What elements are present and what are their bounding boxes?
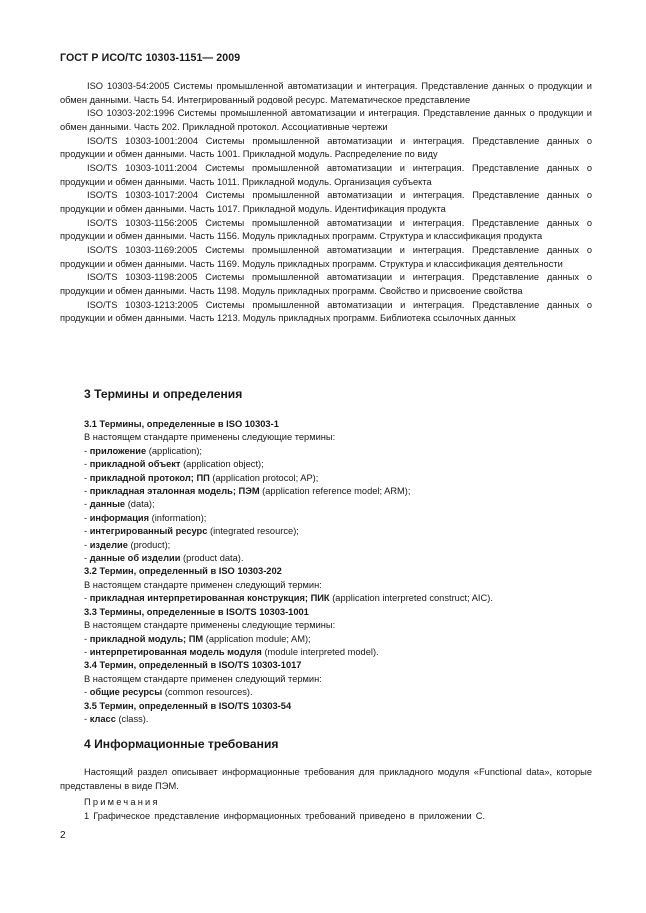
term-def: (application object);: [180, 459, 264, 470]
term-def: (module interpreted model).: [261, 646, 379, 657]
subsection-heading: 3.3 Термины, определенные в ISO/TS 10303-1001: [84, 606, 309, 617]
term-name: интерпретированная модель модуля: [89, 646, 262, 657]
reference-item: ISO/TS 10303-1169:2005 Системы промышленной автоматизации и интеграция. Представление данных о продукции и обмен данными. Часть 1169. Модуль прикладных программ. Структура и классификация деятельности: [60, 244, 592, 269]
reference-item: ISO 10303-54:2005 Системы промышленной автоматизации и интеграция. Представление данных о продукции и обмен данными. Часть 54. Интегрированный родовой ресурс. Математическое представление: [60, 81, 592, 105]
subsection-heading: 3.1 Термины, определенные в ISO 10303-1: [84, 419, 279, 429]
reference-item: ISO/TS 10303-1213:2005 Системы промышленной автоматизации и интеграция. Представление данных о продукции и обмен данными. Часть 1213. Модуль прикладных программ. Библиотека ссылочных данных: [60, 299, 592, 324]
notes-heading: Примечания: [84, 797, 160, 807]
term-def: (application module; AM);: [203, 633, 311, 644]
term-def: (application interpreted construct; AIC).: [329, 593, 493, 604]
page-number: 2: [60, 830, 66, 841]
reference-item: ISO/TS 10303-1156:2005 Системы промышленной автоматизации и интеграция. Представление данных о продукции и обмен данными. Часть 1156. Модуль прикладных программ. Структура и классификация продукта: [60, 217, 592, 242]
term-item: - информация (information);: [84, 512, 207, 523]
term-def: (common resources).: [162, 687, 253, 698]
subsection-heading: 3.5 Термин, определенный в ISO/TS 10303-54: [84, 700, 292, 711]
term-item: - прикладной объект (application object);: [84, 459, 264, 470]
term-item: - прикладной протокол; ПП (application protocol; AP);: [84, 472, 319, 483]
term-name: прикладной протокол; ПП: [89, 472, 210, 483]
term-name: прикладная эталонная модель; ПЭМ: [89, 486, 260, 497]
term-item: - прикладной модуль; ПМ (application module; AM);: [84, 633, 311, 644]
term-def: (data);: [125, 499, 155, 510]
term-item: - интегрированный ресурс (integrated resource);: [84, 526, 299, 537]
subsection-intro: В настоящем стандарте применен следующий термин:: [84, 673, 322, 684]
subsection-heading: 3.2 Термин, определенный в ISO 10303-202: [84, 566, 282, 577]
term-def: (class).: [115, 713, 149, 724]
subsection-intro: В настоящем стандарте применены следующие термины:: [84, 620, 336, 631]
term-def: (application protocol; AP);: [209, 472, 319, 483]
section-4-body: [60, 766, 592, 793]
term-name: данные: [89, 499, 126, 510]
term-name: информация: [89, 512, 150, 523]
reference-item: ISO/TS 10303-1198:2005 Системы промышленной автоматизации и интеграция. Представление данных о продукции и обмен данными. Часть 1198. Модуль прикладных программ. Свойство и присвоение свойства: [60, 272, 592, 296]
term-name: приложение: [89, 445, 147, 456]
term-def: (integrated resource);: [207, 526, 299, 537]
term-def: (product);: [127, 539, 171, 550]
subsection-intro: В настоящем стандарте применены следующие термины:: [84, 432, 336, 443]
term-item: - данные (data);: [84, 499, 155, 510]
reference-item: ISO/TS 10303-1017:2004 Системы промышленной автоматизации и интеграция. Представление данных о продукции и обмен данными. Часть 1017. Прикладной модуль. Идентификация продукта: [60, 190, 592, 214]
term-name: прикладная интерпретированная конструкция; ПИК: [89, 593, 330, 604]
section-4-text: Настоящий раздел описывает информационные требования для прикладного модуля «Functional data», которые представлены в виде ПЭМ.: [60, 767, 592, 791]
term-name: прикладной объект: [89, 459, 181, 470]
subsection-intro: В настоящем стандарте применен следующий термин:: [84, 579, 322, 590]
term-item: - изделие (product);: [84, 539, 171, 550]
term-item: - общие ресурсы (common resources).: [84, 687, 253, 698]
term-item: - прикладная интерпретированная конструкция; ПИК (application interpreted construct; AIC).: [84, 593, 493, 604]
term-item: - интерпретированная модель модуля (module interpreted model).: [84, 646, 379, 657]
term-item: - класс (class).: [84, 713, 149, 724]
term-item: - прикладная эталонная модель; ПЭМ (application reference model; ARM);: [84, 486, 411, 497]
term-name: прикладной модуль; ПМ: [89, 633, 204, 644]
reference-item: ISO/TS 10303-1001:2004 Системы промышленной автоматизации и интеграция. Представление данных о продукции и обмен данными. Часть 1001. Прикладной модуль. Распределение по виду: [60, 135, 592, 160]
term-name: данные об изделии: [89, 553, 181, 564]
section-4-heading: 4 Информационные требования: [84, 737, 279, 751]
term-def: (product data).: [180, 553, 244, 564]
term-name: интегрированный ресурс: [89, 526, 208, 537]
document-header: ГОСТ Р ИСО/ТС 10303-1151— 2009: [60, 52, 241, 64]
normative-references: [60, 80, 592, 326]
term-name: общие ресурсы: [89, 687, 163, 698]
section-3-body: [84, 418, 592, 726]
term-item: - приложение (application);: [84, 445, 202, 456]
term-def: (application);: [146, 445, 202, 456]
term-def: (information);: [149, 512, 207, 523]
term-name: изделие: [89, 539, 128, 550]
section-3-heading: 3 Термины и определения: [84, 387, 243, 401]
note-text: 1 Графическое представление информационных требований приведено в приложении С.: [84, 811, 486, 821]
reference-item: ISO 10303-202:1996 Системы промышленной автоматизации и интеграция. Представление данных о продукции и обмен данными. Часть 202. Прикладной протокол. Ассоциативные чертежи: [60, 108, 592, 132]
reference-item: ISO/TS 10303-1011:2004 Системы промышленной автоматизации и интеграция. Представление данных о продукции и обмен данными. Часть 1011. Прикладной модуль. Организация субъекта: [60, 162, 592, 187]
term-name: класс: [89, 713, 116, 724]
subsection-heading: 3.4 Термин, определенный в ISO/TS 10303-1017: [84, 660, 302, 671]
term-def: (application reference model; ARM);: [259, 486, 411, 497]
term-item: - данные об изделии (product data).: [84, 553, 244, 564]
